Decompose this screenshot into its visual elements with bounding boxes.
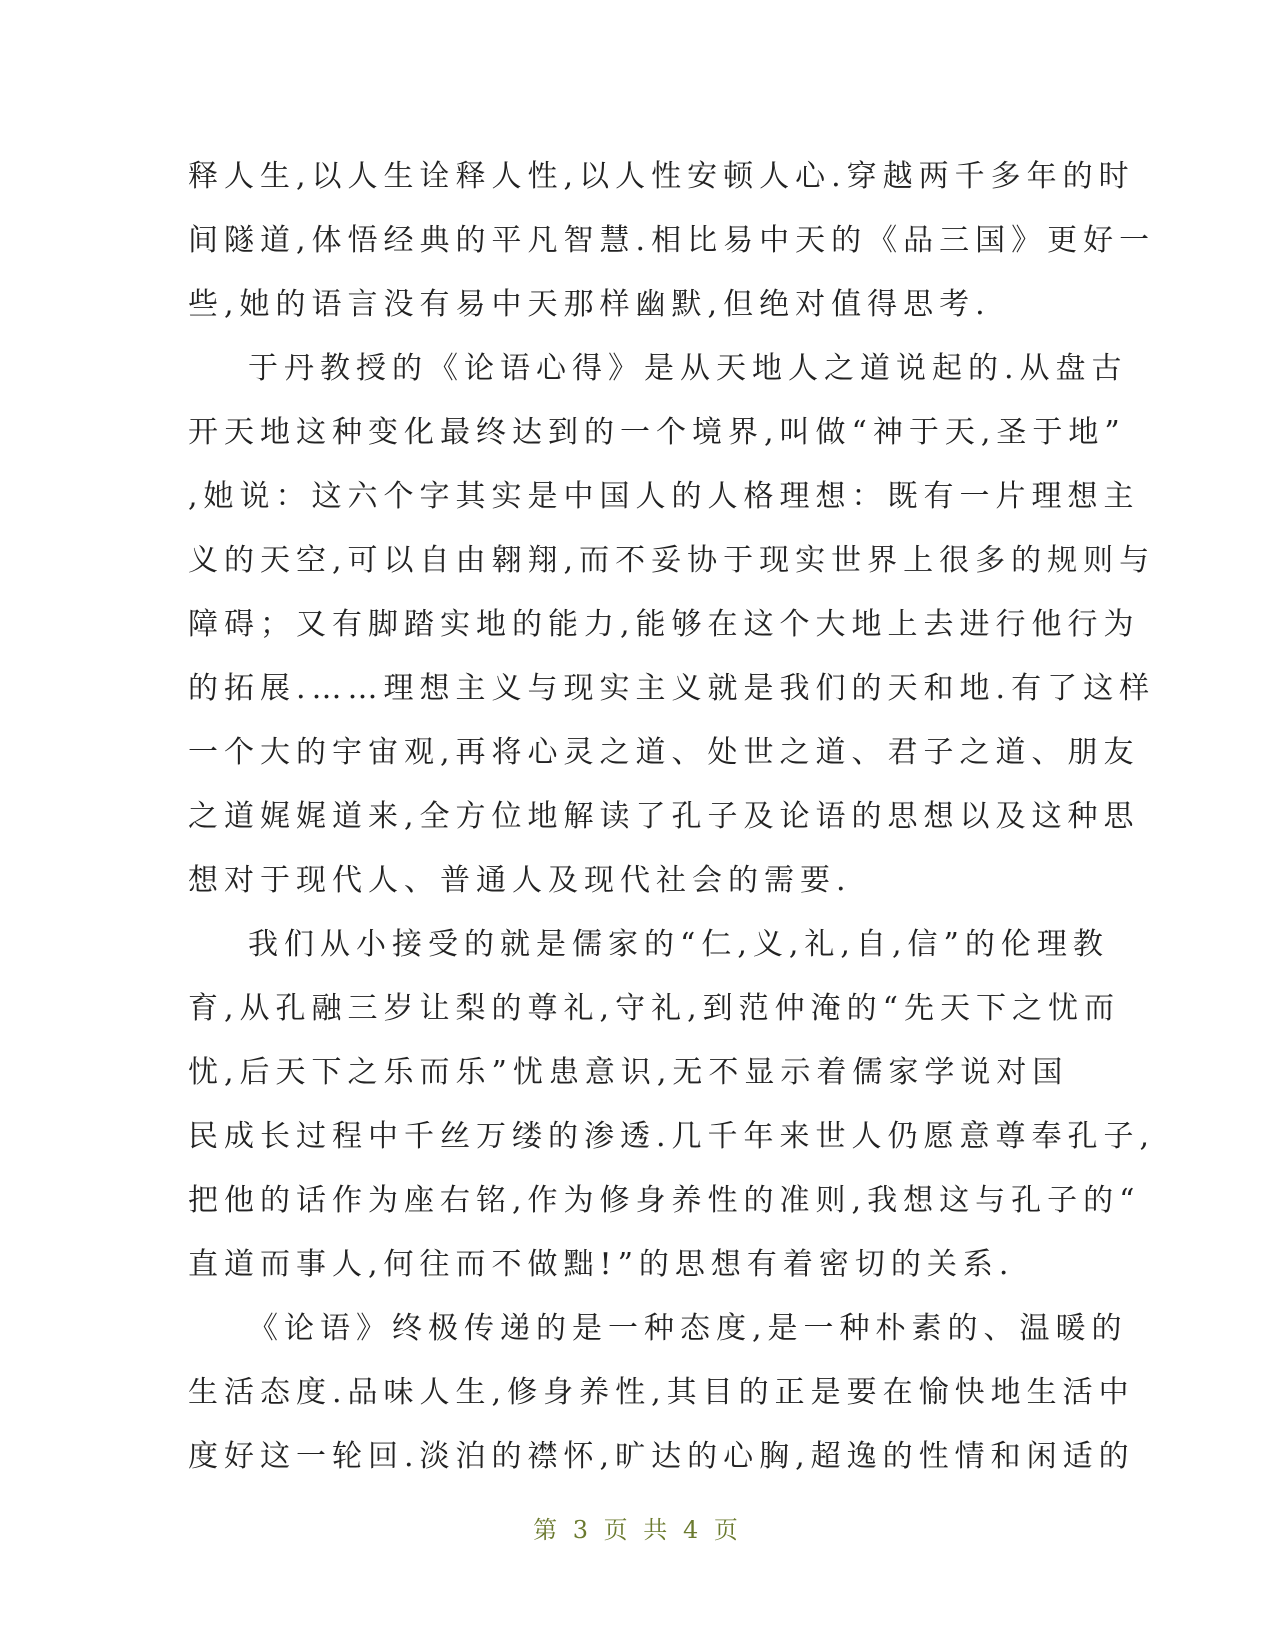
text-line: 障碍；又有脚踏实地的能力,能够在这个大地上去进行他行为 bbox=[188, 607, 1140, 642]
text-line: 之道娓娓道来,全方位地解读了孔子及论语的思想以及这种思 bbox=[188, 799, 1140, 834]
text-line: 忧,后天下之乐而乐”忧患意识,无不显示着儒家学说对国 bbox=[188, 1055, 1069, 1090]
page-number: 第 3 页 共 4 页 bbox=[533, 1516, 742, 1544]
text-line: 一个大的宇宙观,再将心灵之道、处世之道、君子之道、朋友 bbox=[188, 735, 1140, 770]
text-line: 生活态度.品味人生,修身养性,其目的正是要在愉快地生活中 bbox=[188, 1375, 1135, 1410]
text-line: 育,从孔融三岁让梨的尊礼,守礼,到范仲淹的“先天下之忧而 bbox=[188, 991, 1120, 1026]
paragraph-first-line: 《论语》终极传递的是一种态度,是一种朴素的、温暖的 bbox=[248, 1311, 1128, 1346]
text-line: 间隧道,体悟经典的平凡智慧.相比易中天的《品三国》更好一 bbox=[188, 223, 1156, 258]
text-line: 想对于现代人、普通人及现代社会的需要. bbox=[188, 863, 852, 898]
paragraph-first-line: 于丹教授的《论语心得》是从天地人之道说起的.从盘古 bbox=[248, 351, 1128, 386]
text-line: 直道而事人,何往而不做黜!”的思想有着密切的关系. bbox=[188, 1247, 1015, 1282]
text-line: 度好这一轮回.淡泊的襟怀,旷达的心胸,超逸的性情和闲适的 bbox=[188, 1439, 1135, 1474]
text-line: 释人生,以人生诠释人性,以人性安顿人心.穿越两千多年的时 bbox=[188, 159, 1135, 194]
page-footer bbox=[0, 1510, 1275, 1545]
text-line: 义的天空,可以自由翱翔,而不妥协于现实世界上很多的规则与 bbox=[188, 543, 1156, 578]
paragraph-first-line: 我们从小接受的就是儒家的“仁,义,礼,自,信”的伦理教 bbox=[248, 927, 1109, 962]
text-line: 民成长过程中千丝万缕的渗透.几千年来世人仍愿意尊奉孔子, bbox=[188, 1119, 1156, 1154]
text-line: 开天地这种变化最终达到的一个境界,叫做“神于天,圣于地” bbox=[188, 415, 1126, 450]
text-line: 把他的话作为座右铭,作为修身养性的准则,我想这与孔子的“ bbox=[188, 1183, 1141, 1218]
text-line: ,她说：这六个字其实是中国人的人格理想：既有一片理想主 bbox=[188, 479, 1140, 514]
document-body bbox=[188, 145, 1156, 1489]
text-line: 的拓展.……理想主义与现实主义就是我们的天和地.有了这样 bbox=[188, 671, 1156, 706]
text-line: 些,她的语言没有易中天那样幽默,但绝对值得思考. bbox=[188, 287, 991, 322]
